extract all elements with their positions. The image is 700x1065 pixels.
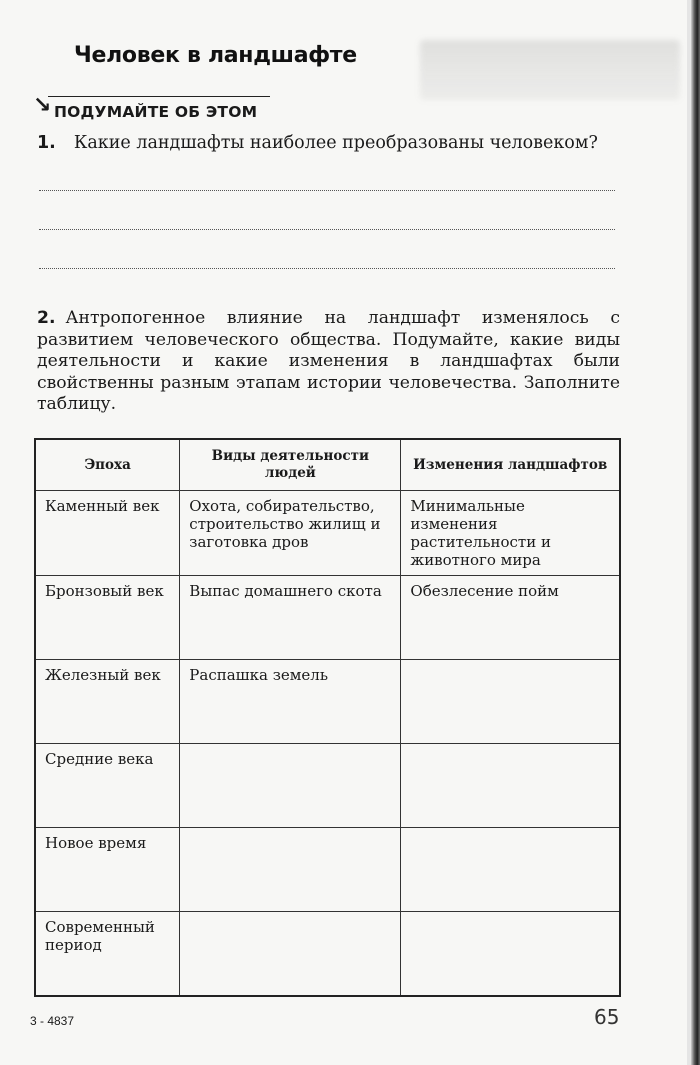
header-changes: Изменения ландшафтов: [401, 439, 620, 491]
section-rule: [48, 96, 270, 97]
eras-table: [34, 438, 621, 997]
table-row: [35, 912, 620, 997]
cell-changes[interactable]: [401, 744, 620, 828]
cell-activities[interactable]: Охота, собирательство, строительство жилищ и заготовка дров: [180, 491, 401, 576]
arrow-down-right-icon: ↘: [33, 93, 52, 118]
answer-line-2[interactable]: [39, 229, 615, 230]
question-1: [37, 133, 598, 153]
cell-changes[interactable]: [401, 660, 620, 744]
cell-activities[interactable]: [180, 744, 401, 828]
table-row: [35, 576, 620, 660]
bleed-through-text: [420, 40, 680, 100]
question-2: [37, 308, 620, 416]
cell-era: Средние века: [35, 744, 180, 828]
cell-era: Каменный век: [35, 491, 180, 576]
answer-line-1[interactable]: [39, 190, 615, 191]
question-2-text: Антропогенное влияние на ландшафт изменялось с развитием человеческого общества. Подумайте, какие виды деятельности и какие изменения в ландшафтах были свойственны разным этапам истории человечества. Заполните таблицу.: [37, 308, 620, 415]
header-era: Эпоха: [35, 439, 180, 491]
cell-changes[interactable]: Минимальные изменения растительности и животного мира: [401, 491, 620, 576]
print-code: 3 - 4837: [30, 1014, 75, 1028]
cell-activities[interactable]: [180, 912, 401, 997]
page-number: 65: [594, 1005, 620, 1029]
cell-era: Железный век: [35, 660, 180, 744]
cell-activities[interactable]: Распашка земель: [180, 660, 401, 744]
cell-era: Бронзовый век: [35, 576, 180, 660]
table-header-row: [35, 439, 620, 491]
cell-era: Новое время: [35, 828, 180, 912]
cell-changes[interactable]: Обезлесение пойм: [401, 576, 620, 660]
cell-era: Современный период: [35, 912, 180, 997]
table-row: [35, 828, 620, 912]
page-title: Человек в ландшафте: [74, 43, 357, 68]
cell-activities[interactable]: [180, 828, 401, 912]
table-row: [35, 660, 620, 744]
book-spine: [691, 0, 700, 1065]
header-activities: Виды деятельности людей: [180, 439, 401, 491]
question-2-number: 2.: [37, 308, 56, 328]
cell-activities[interactable]: Выпас домашнего скота: [180, 576, 401, 660]
section-label: ПОДУМАЙТЕ ОБ ЭТОМ: [54, 103, 258, 121]
table-row: [35, 491, 620, 576]
cell-changes[interactable]: [401, 828, 620, 912]
cell-changes[interactable]: [401, 912, 620, 997]
table-row: [35, 744, 620, 828]
answer-line-3[interactable]: [39, 268, 615, 269]
question-1-number: 1.: [37, 133, 56, 153]
question-1-text: Какие ландшафты наиболее преобразованы человеком?: [73, 133, 598, 153]
